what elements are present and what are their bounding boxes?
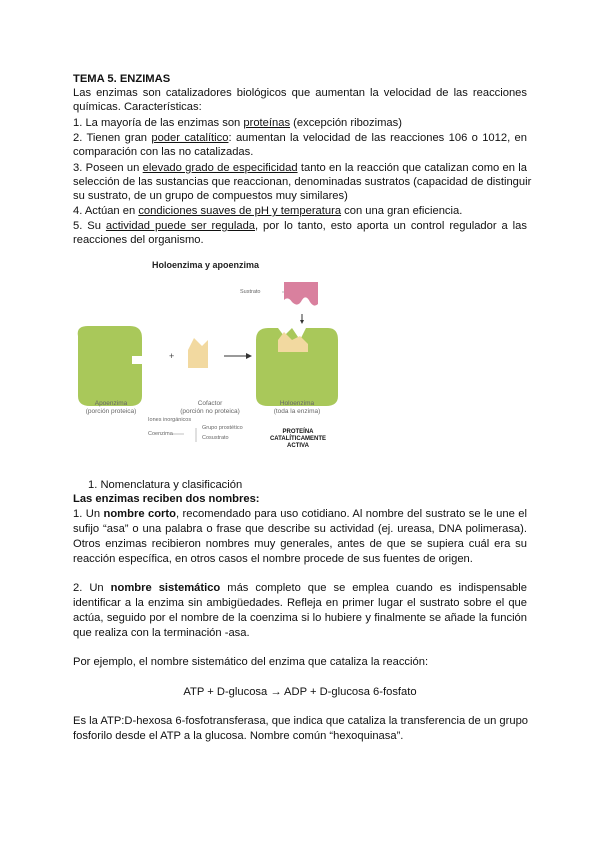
characteristic-2-line-2: comparación con las no catalizadas. xyxy=(73,146,254,158)
cofactor-name: Cofactor xyxy=(197,400,223,407)
p1-bold: nombre corto xyxy=(103,508,176,520)
cofactor-label xyxy=(170,400,250,416)
c4-pre: 4. Actúan en xyxy=(73,205,139,217)
apoenzyme-name: Apoenzima xyxy=(94,400,128,407)
characteristic-5 xyxy=(73,219,527,233)
p2-pre: 2. Un xyxy=(73,582,111,594)
c5-post: , por lo tanto, esto aporta un control regulador a las xyxy=(255,220,527,232)
substrate-label: Sustrato xyxy=(240,289,261,295)
systematic-name-line-1 xyxy=(73,581,527,595)
reaction-arrowhead xyxy=(246,353,252,359)
characteristic-3-line-3: su sustrato, de un grupo de compuestos muy similares) xyxy=(73,190,348,202)
c1-underlined: proteínas xyxy=(243,117,291,129)
short-name-line-2: sufijo “asa” o una palabra o frase que describe su actividad (ej. ureasa, DNA polimerasa). xyxy=(73,523,527,535)
substrate-icon xyxy=(282,282,318,306)
holoenzyme-figure xyxy=(72,256,362,456)
apoenzyme-desc: (porción proteica) xyxy=(85,408,137,415)
c4-underlined: condiciones suaves de pH y temperatura xyxy=(138,205,342,217)
holoenzyme-desc: (toda la enzima) xyxy=(273,408,321,415)
p2-bold: nombre sistemático xyxy=(110,582,221,594)
prosthetic-group-label: Grupo prostético xyxy=(202,425,243,431)
c3-post: tanto en la reacción que catalizan como en la xyxy=(297,162,528,174)
active-line-3: ACTIVA xyxy=(287,443,309,449)
systematic-name-line-2: identificar a la enzima sin ambigüedades. Refleja en primer lugar el sustrato sobre el que xyxy=(73,597,527,609)
p1-post: , recomendado para uso cotidiano. Al nombre del sustrato se le une el xyxy=(175,508,527,520)
conclusion-line-1: Es la ATP:D-hexosa 6-fosfotransferasa, que indica que cataliza la transferencia de un grupo xyxy=(73,715,529,727)
short-name-line-1 xyxy=(73,507,527,521)
apoenzyme-label xyxy=(72,400,150,416)
c2-underlined: poder catalítico xyxy=(151,132,229,144)
c4-post: con una gran eficiencia. xyxy=(341,205,463,217)
characteristic-2 xyxy=(73,131,527,145)
c1-pre: 1. La mayoría de las enzimas son xyxy=(73,117,244,129)
coenzyme-label: Coenzima xyxy=(148,431,173,437)
characteristic-3-line-2: selección de las sustancias que reaccionan, denominadas sustratos (capacidad de distinguir xyxy=(73,176,532,188)
c5-underlined: actividad puede ser regulada xyxy=(105,220,256,232)
apoenzyme-shape xyxy=(78,326,142,406)
figure-title: Holoenzima y apoenzima xyxy=(152,260,260,270)
ions-label: Iones inorgánicos xyxy=(148,417,192,423)
plus-sign: + xyxy=(169,351,175,361)
c2-post: : aumentan la velocidad de las reacciones 106 o 1012, en xyxy=(228,132,527,144)
c5-pre: 5. Su xyxy=(73,220,106,232)
characteristic-3 xyxy=(73,161,527,175)
characteristic-5-line-2: reacciones del organismo. xyxy=(73,234,204,246)
short-name-line-3: Otros enzimas recibieron nombres muy generales, antes de que se supiera cuál era su xyxy=(73,538,527,550)
cofactor-desc: (porción no proteica) xyxy=(180,408,240,415)
example-intro: Por ejemplo, el nombre sistemático del enzima que cataliza la reacción: xyxy=(73,656,429,668)
cofactor-shape xyxy=(188,338,208,368)
systematic-name-line-4: que realiza con la terminación -asa. xyxy=(73,627,250,639)
active-line-2: CATALÍTICAMENTE xyxy=(269,436,327,442)
substrate-arrowhead xyxy=(300,320,304,324)
holoenzyme-label xyxy=(256,400,338,416)
intro-line-2: químicas. Características: xyxy=(73,101,202,113)
active-line-1: PROTEÍNA xyxy=(282,429,314,435)
characteristic-1 xyxy=(73,116,527,130)
systematic-name-line-3: actúa, seguido por el nombre de la coenzima si lo hubiere y finalmente se añade la función xyxy=(73,612,527,624)
intro-line-1: Las enzimas son catalizadores biológicos que aumentan la velocidad de las reacciones xyxy=(73,87,527,99)
holoenzyme-name: Holoenzima xyxy=(279,400,315,407)
page-title: TEMA 5. ENZIMAS xyxy=(73,73,171,85)
active-protein-label xyxy=(258,429,338,450)
p2-post: más completo que se emplea cuando es indispensable xyxy=(220,582,527,594)
c3-underlined: elevado grado de especificidad xyxy=(142,162,298,174)
c2-pre: 2. Tienen gran xyxy=(73,132,152,144)
reaction-equation: ATP + D-glucosa → ADP + D-glucosa 6-fosfato xyxy=(183,686,417,698)
characteristic-4 xyxy=(73,204,527,218)
conclusion-line-2: fosforilo desde el ATP a la glucosa. Nombre común “hexoquinasa”. xyxy=(73,730,404,742)
c1-post: (excepción ribozimas) xyxy=(290,117,402,129)
section-heading: 1. Nomenclatura y clasificación xyxy=(88,479,243,491)
p1-pre: 1. Un xyxy=(73,508,104,520)
short-name-line-4: reacción específica, en otros casos el nombre procede de sus fuentes de origen. xyxy=(73,553,473,565)
c3-pre: 3. Poseen un xyxy=(73,162,143,174)
section-subheading: Las enzimas reciben dos nombres: xyxy=(73,493,260,505)
cosubstrate-label: Cosustrato xyxy=(202,435,229,441)
